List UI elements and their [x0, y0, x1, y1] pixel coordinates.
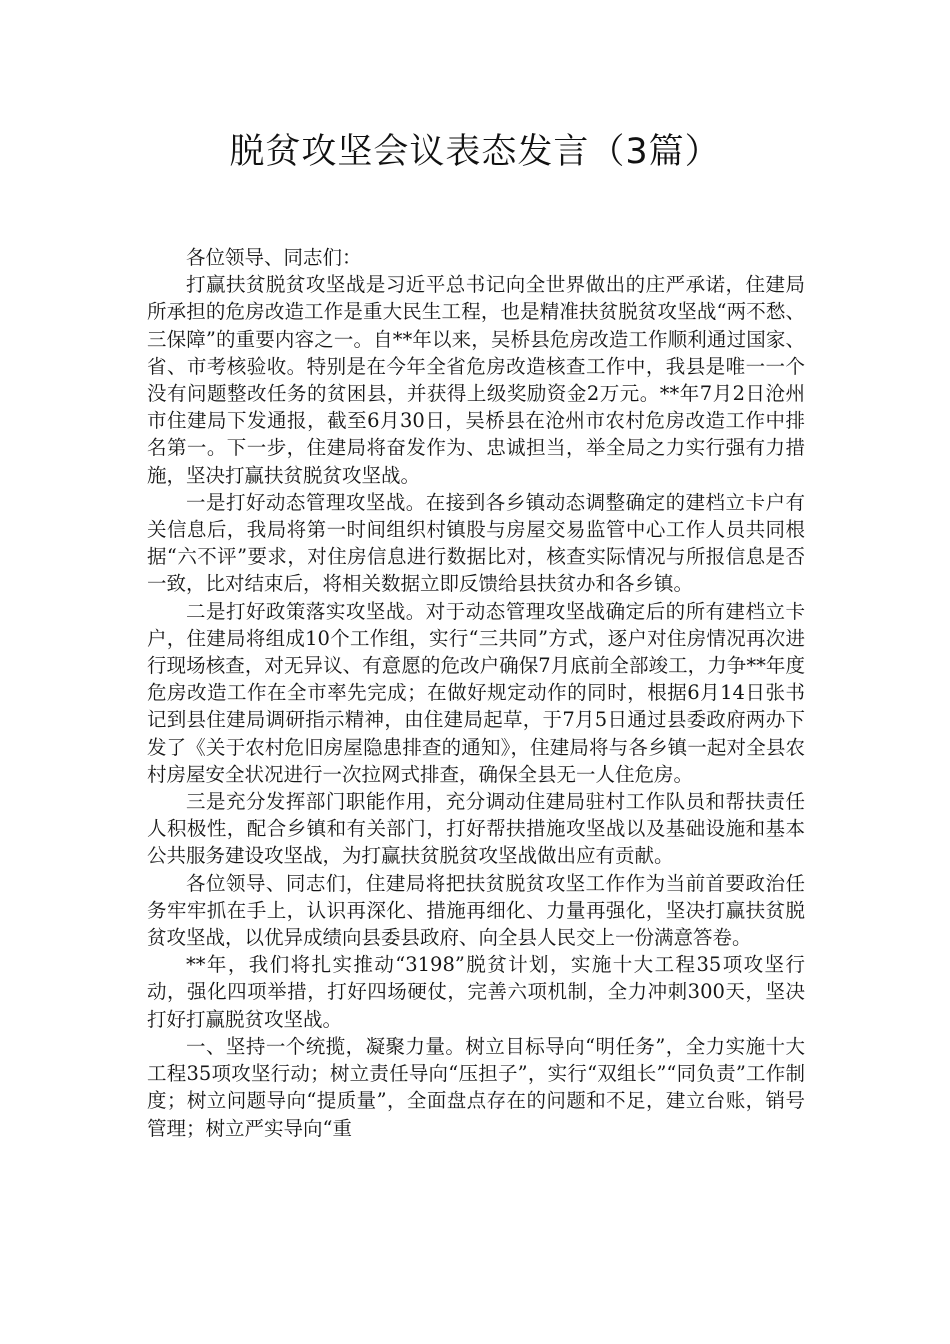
- body-paragraph: 一、坚持一个统揽，凝聚力量。树立目标导向“明任务”，全力实施十大工程35项攻坚行动；树立责任导向“压担子”，实行“双组长”“同负责”工作制度；树立问题导向“提质量”，全面盘点存在的问题和不足，建立台账，销号管理；树立严实导向“重: [147, 1034, 805, 1140]
- document-title: 脱贫攻坚会议表态发言（3篇）: [229, 132, 721, 172]
- body-paragraph: 一是打好动态管理攻坚战。在接到各乡镇动态调整确定的建档立卡户有关信息后，我局将第一时间组织村镇股与房屋交易监管中心工作人员共同根据“六不评”要求，对住房信息进行数据比对，核查实际情况与所报信息是否一致，比对结束后，将相关数据立即反馈给县扶贫办和各乡镇。: [147, 490, 805, 596]
- body-paragraph: 打赢扶贫脱贫攻坚战是习近平总书记向全世界做出的庄严承诺，住建局所承担的危房改造工作是重大民生工程，也是精准扶贫脱贫攻坚战“两不愁、三保障”的重要内容之一。自**年以来，吴桥县危房改造工作顺利通过国家、省、市考核验收。特别是在今年全省危房改造核查工作中，我县是唯一一个没有问题整改任务的贫困县，并获得上级奖励资金2万元。**年7月2日沧州市住建局下发通报，截至6月30日，吴桥县在沧州市农村危房改造工作中排名第一。下一步，住建局将奋发作为、忠诚担当，举全局之力实行强有力措施，坚决打赢扶贫脱贫攻坚战。: [147, 273, 805, 487]
- body-paragraph: 二是打好政策落实攻坚战。对于动态管理攻坚战确定后的所有建档立卡户，住建局将组成10个工作组，实行“三共同”方式，逐户对住房情况再次进行现场核查，对无异议、有意愿的危改户确保7月底前全部竣工，力争**年度危房改造工作在全市率先完成；在做好规定动作的同时，根据6月14日张书记到县住建局调研指示精神，由住建局起草，于7月5日通过县委政府两办下发了《关于农村危旧房屋隐患排查的通知》，住建局将与各乡镇一起对全县农村房屋安全状况进行一次拉网式排查，确保全县无一人住危房。: [147, 599, 805, 786]
- document-body: [147, 244, 805, 1142]
- salutation-paragraph: 各位领导、同志们：: [186, 246, 362, 269]
- body-paragraph: **年，我们将扎实推动“3198”脱贫计划，实施十大工程35项攻坚行动，强化四项举措，打好四场硬仗，完善六项机制，全力冲刺300天，坚决打好打赢脱贫攻坚战。: [147, 953, 805, 1031]
- body-paragraph: 各位领导、同志们，住建局将把扶贫脱贫攻坚工作作为当前首要政治任务牢牢抓在手上，认识再深化、措施再细化、力量再强化，坚决打赢扶贫脱贫攻坚战，以优异成绩向县委县政府、向全县人民交上一份满意答卷。: [147, 871, 805, 950]
- body-paragraph: 三是充分发挥部门职能作用，充分调动住建局驻村工作队员和帮扶责任人积极性，配合乡镇和有关部门，打好帮扶措施攻坚战以及基础设施和基本公共服务建设攻坚战，为打赢扶贫脱贫攻坚战做出应有贡献。: [147, 790, 805, 868]
